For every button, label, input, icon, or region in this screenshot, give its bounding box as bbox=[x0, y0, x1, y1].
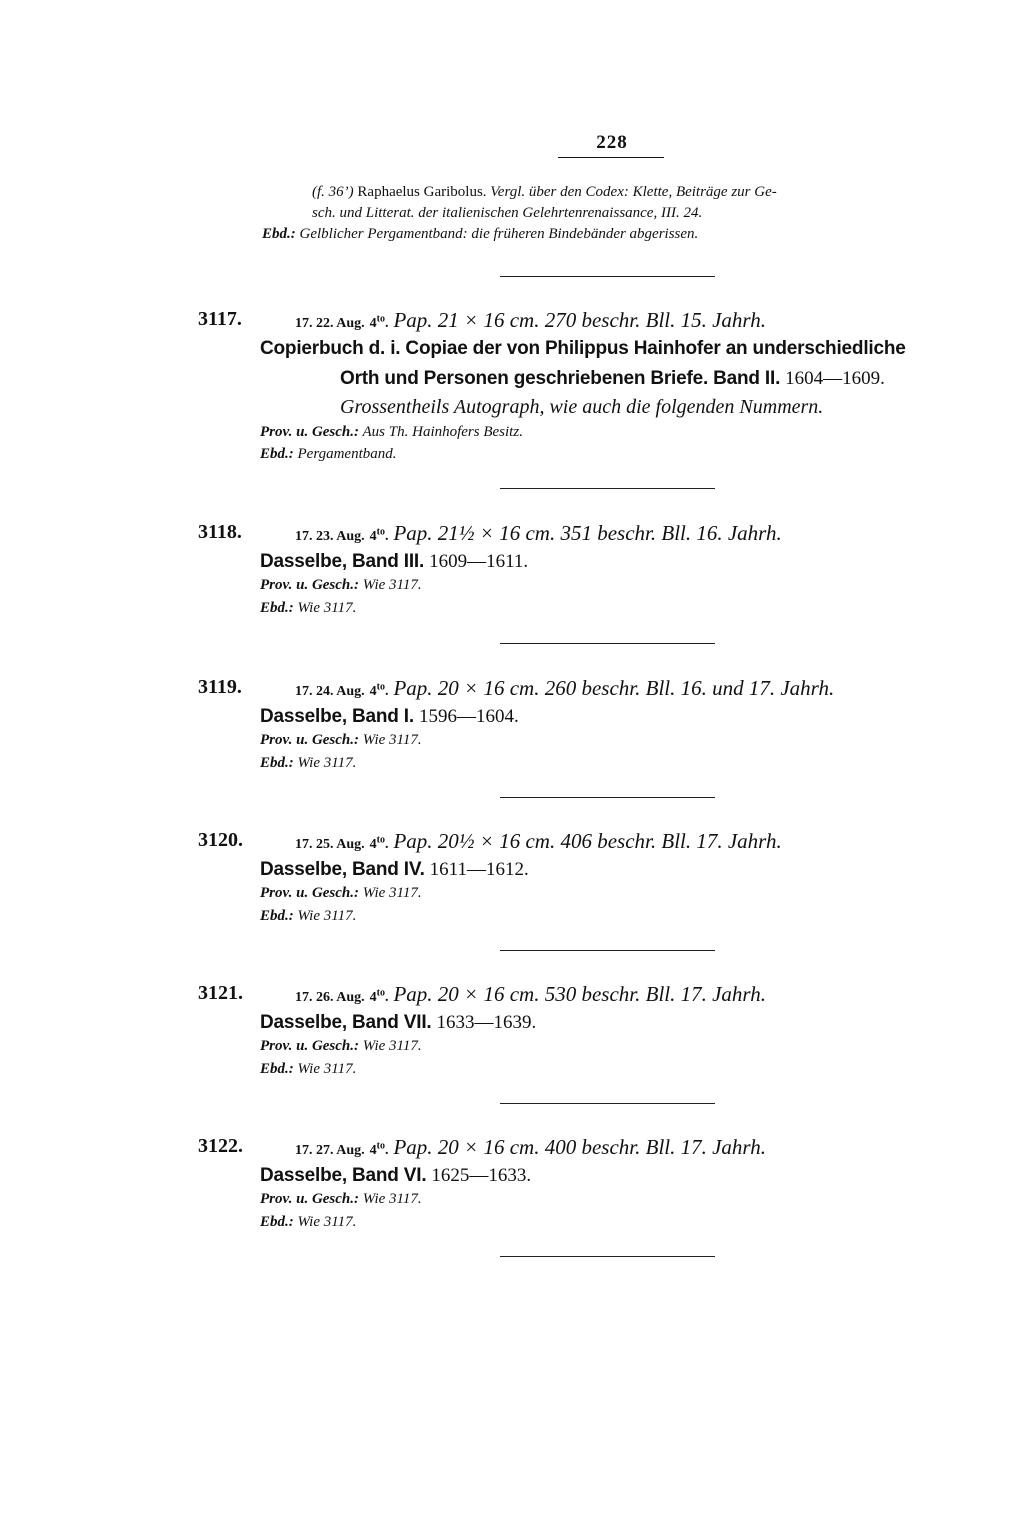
entry-subtitle: Grossentheils Autograph, wie auch die folgenden Nummern. bbox=[340, 396, 824, 418]
format: $4^{to}$. bbox=[369, 681, 389, 699]
shelfmark: 17. 22. Aug. bbox=[295, 316, 365, 331]
intro-line-1 bbox=[262, 182, 962, 203]
binding: Ebd.: Wie 3117. bbox=[260, 908, 357, 924]
shelfmark: 17. 24. Aug. bbox=[295, 684, 365, 699]
catalog-entry-3122 bbox=[198, 1135, 978, 1245]
entry-header bbox=[295, 308, 766, 333]
entry-number: 3119. bbox=[198, 676, 242, 698]
binding: Ebd.: Wie 3117. bbox=[260, 1061, 357, 1077]
separator-rule bbox=[500, 1256, 715, 1257]
entry-number: 3122. bbox=[198, 1135, 243, 1157]
format: $4^{to}$. bbox=[369, 313, 389, 331]
catalog-entry-3118 bbox=[198, 521, 978, 631]
intro-note bbox=[262, 182, 962, 245]
shelfmark: 17. 25. Aug. bbox=[295, 837, 365, 852]
catalog-entry-3119 bbox=[198, 676, 978, 786]
binding: Ebd.: Wie 3117. bbox=[260, 755, 357, 771]
provenance: Prov. u. Gesch.: Wie 3117. bbox=[260, 732, 422, 748]
entry-header bbox=[295, 1135, 766, 1160]
separator-rule bbox=[500, 1103, 715, 1104]
entry-number: 3121. bbox=[198, 982, 243, 1004]
provenance: Prov. u. Gesch.: Wie 3117. bbox=[260, 1038, 422, 1054]
format: $4^{to}$. bbox=[369, 987, 389, 1005]
separator-rule bbox=[500, 488, 715, 489]
entry-title-continued: Orth und Personen geschriebenen Briefe. Band II. 1604—1609. bbox=[340, 368, 885, 389]
physical-description: Pap. 20 × 16 cm. 260 beschr. Bll. 16. und 17. Jahrh. bbox=[393, 676, 835, 700]
entry-number: 3120. bbox=[198, 829, 243, 851]
physical-description: Pap. 21½ × 16 cm. 351 beschr. Bll. 16. Jahrh. bbox=[393, 521, 782, 545]
folio-ref: (f. 36’) bbox=[312, 184, 354, 200]
physical-description: Pap. 21 × 16 cm. 270 beschr. Bll. 15. Jahrh. bbox=[393, 308, 766, 332]
physical-description: Pap. 20 × 16 cm. 530 beschr. Bll. 17. Jahrh. bbox=[393, 982, 766, 1006]
entry-title: Copierbuch d. i. Copiae der von Philippus Hainhofer an underschiedliche bbox=[260, 338, 906, 359]
format: $4^{to}$. bbox=[369, 834, 389, 852]
entry-title: Dasselbe, Band IV. 1611—1612. bbox=[260, 859, 529, 880]
entry-title: Dasselbe, Band III. 1609—1611. bbox=[260, 551, 529, 572]
catalog-entry-3117 bbox=[198, 308, 978, 468]
binding: Ebd.: Wie 3117. bbox=[260, 1214, 357, 1230]
provenance: Prov. u. Gesch.: Wie 3117. bbox=[260, 577, 422, 593]
separator-rule bbox=[500, 643, 715, 644]
page-number-rule bbox=[558, 157, 664, 158]
shelfmark: 17. 23. Aug. bbox=[295, 529, 365, 544]
entry-number: 3118. bbox=[198, 521, 242, 543]
shelfmark: 17. 26. Aug. bbox=[295, 990, 365, 1005]
binding: Ebd.: Pergamentband. bbox=[260, 446, 397, 462]
separator-rule bbox=[500, 276, 715, 277]
entry-title: Dasselbe, Band I. 1596—1604. bbox=[260, 706, 519, 727]
ebd-text: Gelblicher Pergamentband: die früheren Bindebänder abgerissen. bbox=[299, 226, 699, 242]
entry-number: 3117. bbox=[198, 308, 242, 330]
entry-header bbox=[295, 829, 782, 854]
binding: Ebd.: Wie 3117. bbox=[260, 600, 357, 616]
format: $4^{to}$. bbox=[369, 1140, 389, 1158]
format: $4^{to}$. bbox=[369, 526, 389, 544]
entry-header bbox=[295, 676, 834, 701]
entry-title: Dasselbe, Band VI. 1625—1633. bbox=[260, 1165, 532, 1186]
entry-header bbox=[295, 982, 766, 1007]
provenance: Prov. u. Gesch.: Wie 3117. bbox=[260, 885, 422, 901]
separator-rule bbox=[500, 797, 715, 798]
catalog-entry-3121 bbox=[198, 982, 978, 1092]
provenance: Prov. u. Gesch.: Aus Th. Hainhofers Besitz. bbox=[260, 424, 523, 440]
entry-title: Dasselbe, Band VII. 1633—1639. bbox=[260, 1012, 537, 1033]
provenance: Prov. u. Gesch.: Wie 3117. bbox=[260, 1191, 422, 1207]
intro-line-2: sch. und Litterat. der italienischen Gelehrtenrenaissance, III. 24. bbox=[312, 205, 703, 221]
physical-description: Pap. 20½ × 16 cm. 406 beschr. Bll. 17. Jahrh. bbox=[393, 829, 782, 853]
separator-rule bbox=[500, 950, 715, 951]
intro-line-3 bbox=[262, 224, 962, 245]
shelfmark: 17. 27. Aug. bbox=[295, 1143, 365, 1158]
reference-text: Vergl. über den Codex: Klette, Beiträge zur Ge- bbox=[490, 184, 777, 200]
ebd-label: Ebd.: bbox=[262, 226, 296, 242]
entry-header bbox=[295, 521, 782, 546]
physical-description: Pap. 20 × 16 cm. 400 beschr. Bll. 17. Jahrh. bbox=[393, 1135, 766, 1159]
author-name: Raphaelus Garibolus. bbox=[357, 184, 487, 200]
page-number: 228 bbox=[596, 132, 628, 153]
catalog-entry-3120 bbox=[198, 829, 978, 939]
